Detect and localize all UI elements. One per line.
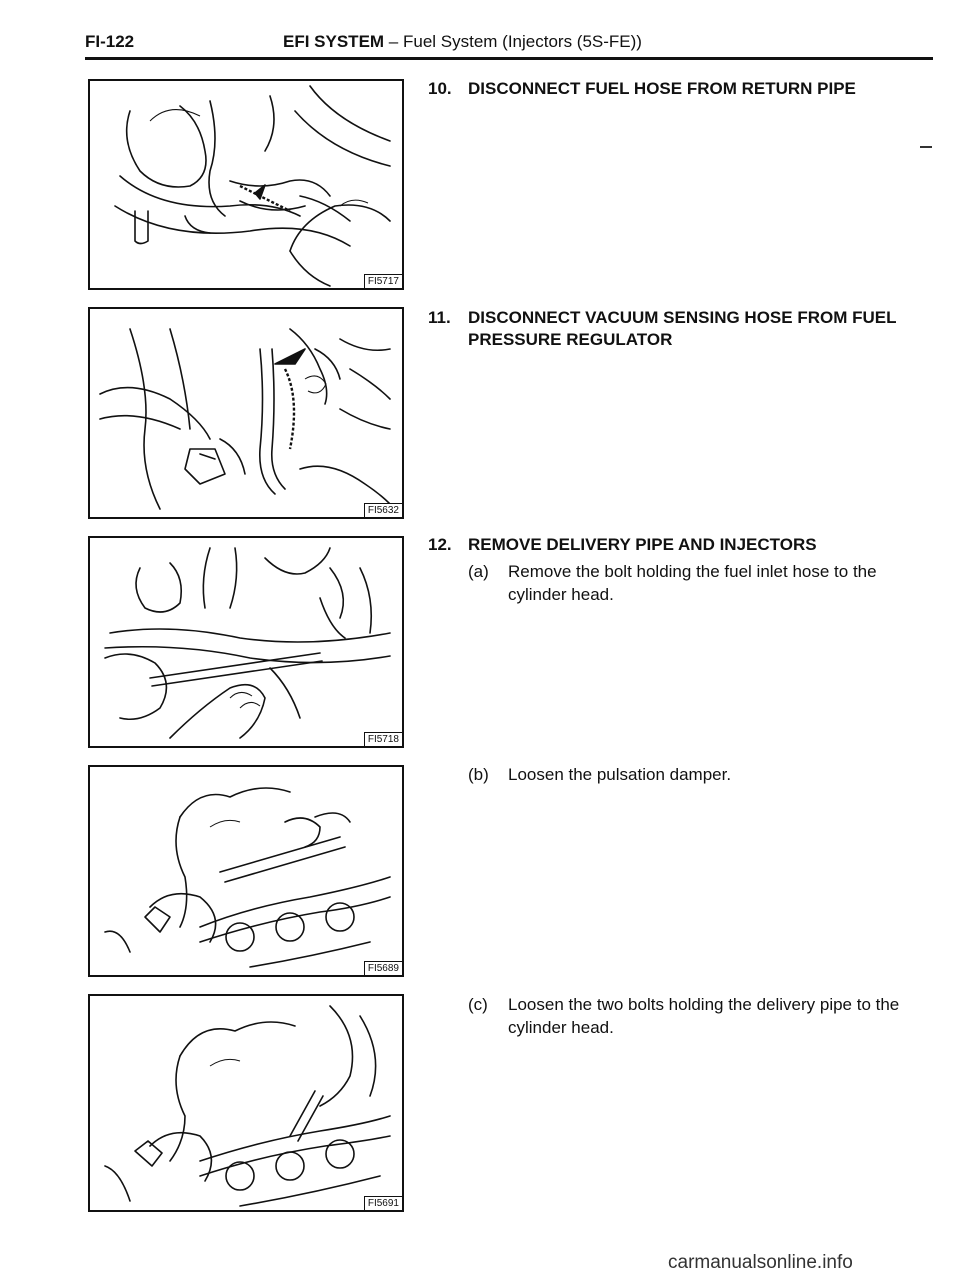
substep-label: (a) bbox=[468, 562, 489, 581]
step-title: DISCONNECT VACUUM SENSING HOSE FROM FUEL PRESSURE REGULATOR bbox=[468, 308, 897, 349]
figure-code: FI5691 bbox=[364, 1196, 402, 1210]
figure-5-illustration bbox=[90, 996, 402, 1210]
page-header bbox=[85, 30, 933, 56]
figure-1-illustration bbox=[90, 81, 402, 288]
figure-fuel-inlet-hose-bolt bbox=[88, 536, 404, 748]
figure-vacuum-sensing-hose bbox=[88, 307, 404, 519]
step-title: REMOVE DELIVERY PIPE AND INJECTORS bbox=[468, 535, 817, 554]
substep-text: Loosen the two bolts holding the delivery pipe to the cylinder head. bbox=[508, 995, 900, 1037]
header-rule bbox=[85, 57, 933, 60]
figure-2-illustration bbox=[90, 309, 402, 517]
step-number: 11. bbox=[428, 308, 451, 327]
section-title-bold: EFI SYSTEM bbox=[283, 32, 385, 51]
figure-code: FI5717 bbox=[364, 274, 402, 288]
substep-label: (c) bbox=[468, 995, 488, 1014]
page-number: FI-122 bbox=[85, 32, 135, 51]
figure-4-illustration bbox=[90, 767, 402, 975]
figure-code: FI5718 bbox=[364, 732, 402, 746]
step-number: 12. bbox=[428, 535, 452, 554]
section-title bbox=[283, 32, 642, 52]
substep-label: (b) bbox=[468, 765, 489, 784]
step-title: DISCONNECT FUEL HOSE FROM RETURN PIPE bbox=[468, 79, 856, 98]
figure-return-pipe-hose bbox=[88, 79, 404, 290]
substep-text: Loosen the pulsation damper. bbox=[508, 765, 732, 784]
substep-text: Remove the bolt holding the fuel inlet hose to the cylinder head. bbox=[508, 562, 877, 604]
section-title-rest: – Fuel System (Injectors (5S-FE)) bbox=[384, 32, 642, 51]
margin-mark bbox=[920, 146, 932, 148]
step-number: 10. bbox=[428, 79, 452, 98]
figure-pulsation-damper bbox=[88, 765, 404, 977]
figure-code: FI5632 bbox=[364, 503, 402, 517]
figure-delivery-pipe-bolts bbox=[88, 994, 404, 1212]
figure-3-illustration bbox=[90, 538, 402, 746]
figure-code: FI5689 bbox=[364, 961, 402, 975]
watermark: carmanualsonline.info bbox=[668, 1252, 853, 1273]
